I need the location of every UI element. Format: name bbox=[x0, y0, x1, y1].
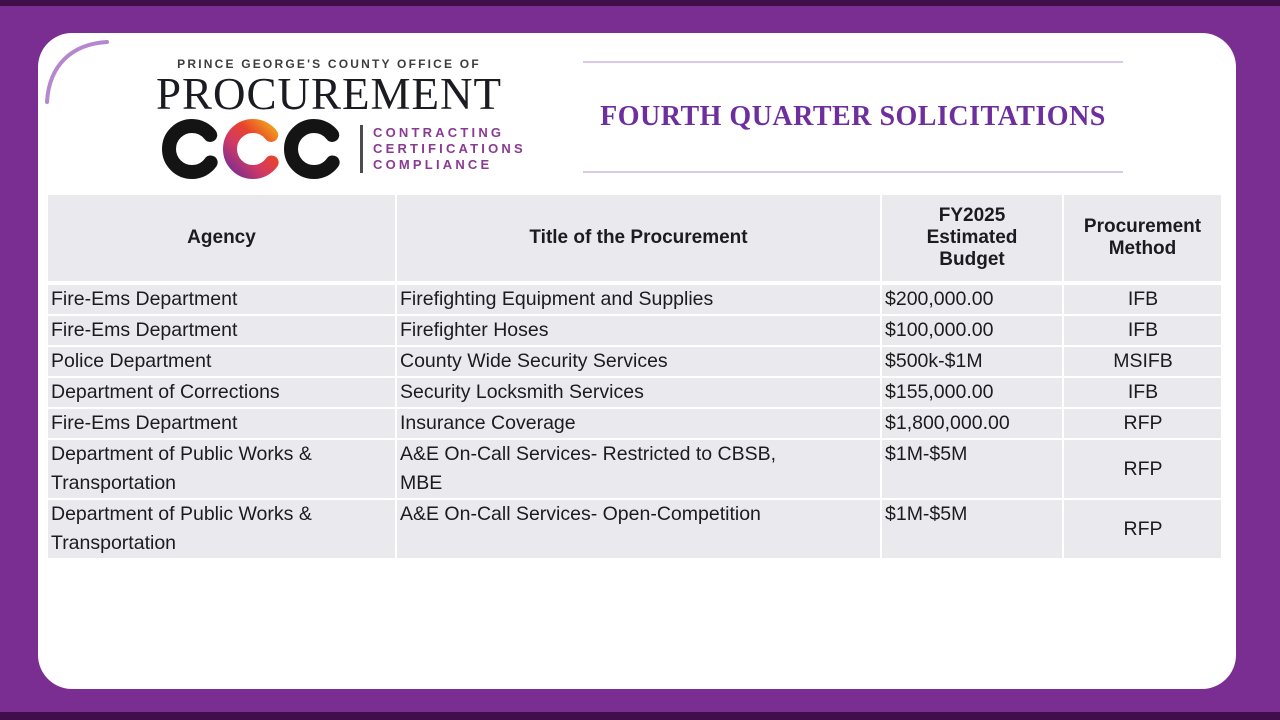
cell-agency: Police Department bbox=[48, 346, 396, 377]
cell-budget: $155,000.00 bbox=[881, 377, 1063, 408]
cell-budget: $100,000.00 bbox=[881, 315, 1063, 346]
logo-divider bbox=[360, 125, 363, 173]
ccc-monogram-icon bbox=[160, 117, 350, 181]
logo-org-name: PROCUREMENT bbox=[155, 69, 503, 119]
logo-service-compliance: COMPLIANCE bbox=[373, 157, 493, 172]
logo-monogram-row bbox=[160, 117, 526, 181]
cell-agency: Fire-Ems Department bbox=[48, 408, 396, 439]
cell-method: IFB bbox=[1063, 283, 1221, 315]
cell-agency: Department of Corrections bbox=[48, 377, 396, 408]
cell-title: A&E On-Call Services- Restricted to CBSB, MBE bbox=[396, 439, 881, 499]
logo-service-certifications: CERTIFICATIONS bbox=[373, 141, 526, 156]
cell-budget: $1M-$5M bbox=[881, 439, 1063, 499]
cell-title: Firefighting Equipment and Supplies bbox=[396, 283, 881, 315]
logo-tagline: PRINCE GEORGE'S COUNTY OFFICE OF bbox=[177, 57, 481, 71]
table-row bbox=[48, 499, 1221, 559]
cell-method: RFP bbox=[1063, 439, 1221, 499]
table-row bbox=[48, 283, 1221, 315]
header-title: Title of the Procurement bbox=[396, 195, 881, 283]
cell-title: County Wide Security Services bbox=[396, 346, 881, 377]
table-row bbox=[48, 346, 1221, 377]
cell-budget: $500k-$1M bbox=[881, 346, 1063, 377]
cell-agency: Fire-Ems Department bbox=[48, 283, 396, 315]
cell-budget: $1,800,000.00 bbox=[881, 408, 1063, 439]
cell-agency: Department of Public Works & Transportation bbox=[48, 439, 396, 499]
cell-title: Insurance Coverage bbox=[396, 408, 881, 439]
title-block bbox=[583, 61, 1123, 173]
table-header-row bbox=[48, 195, 1221, 283]
header-agency: Agency bbox=[48, 195, 396, 283]
cell-method: IFB bbox=[1063, 315, 1221, 346]
slide-content-panel bbox=[38, 33, 1236, 689]
page-title: FOURTH QUARTER SOLICITATIONS bbox=[600, 101, 1106, 132]
cell-title: Firefighter Hoses bbox=[396, 315, 881, 346]
header-budget: FY2025 Estimated Budget bbox=[881, 195, 1063, 283]
cell-title: A&E On-Call Services- Open-Competition bbox=[396, 499, 881, 559]
cell-agency: Fire-Ems Department bbox=[48, 315, 396, 346]
table-row bbox=[48, 377, 1221, 408]
cell-method: RFP bbox=[1063, 408, 1221, 439]
cell-budget: $1M-$5M bbox=[881, 499, 1063, 559]
cell-method: RFP bbox=[1063, 499, 1221, 559]
corner-arc-decoration bbox=[41, 36, 121, 116]
cell-method: MSIFB bbox=[1063, 346, 1221, 377]
cell-budget: $200,000.00 bbox=[881, 283, 1063, 315]
table-row bbox=[48, 439, 1221, 499]
logo-services-list bbox=[373, 125, 526, 173]
header-method: Procurement Method bbox=[1063, 195, 1221, 283]
table-row bbox=[48, 315, 1221, 346]
solicitations-table bbox=[48, 195, 1221, 560]
logo-service-contracting: CONTRACTING bbox=[373, 125, 505, 140]
cell-title: Security Locksmith Services bbox=[396, 377, 881, 408]
table-row bbox=[48, 408, 1221, 439]
cell-method: IFB bbox=[1063, 377, 1221, 408]
cell-agency: Department of Public Works & Transportation bbox=[48, 499, 396, 559]
